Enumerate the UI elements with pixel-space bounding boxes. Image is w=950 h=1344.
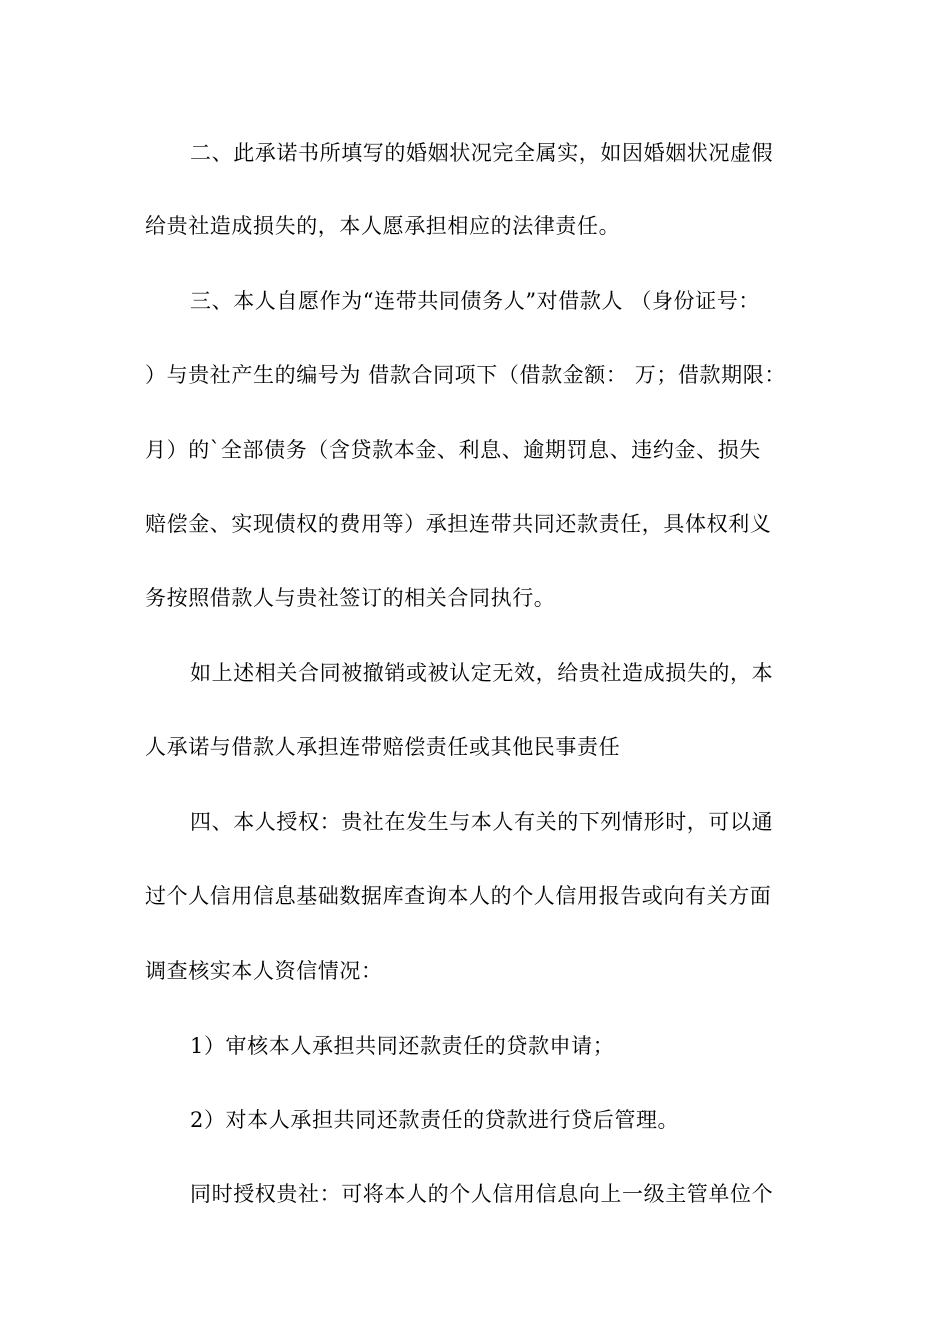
paragraph-line: 赔偿金、实现债权的费用等）承担连带共同还款责任，具体权利义 xyxy=(145,512,772,536)
paragraph-line: 给贵社造成损失的，本人愿承担相应的法律责任。 xyxy=(145,214,621,238)
list-item: 1）审核本人承担共同还款责任的贷款申请； xyxy=(190,1034,615,1058)
paragraph-line: 调查核实本人资信情况： xyxy=(145,959,383,983)
paragraph-line: 同时授权贵社：可将本人的个人信用信息向上一级主管单位个 xyxy=(190,1182,774,1206)
paragraph-line: 务按照借款人与贵社签订的相关合同执行。 xyxy=(145,586,556,610)
paragraph-line: 三、本人自愿作为“连带共同债务人”对借款人 （身份证号： xyxy=(190,289,760,313)
paragraph-line: 过个人信用信息基础数据库查询本人的个人信用报告或向有关方面 xyxy=(145,884,772,908)
paragraph-line: 月）的`全部债务（含贷款本金、利息、逾期罚息、违约金、损失 xyxy=(145,438,761,462)
paragraph-line: 二、此承诺书所填写的婚姻状况完全属实，如因婚姻状况虚假 xyxy=(190,141,774,165)
paragraph-line: 四、本人授权：贵社在发生与本人有关的下列情形时，可以通 xyxy=(190,810,774,834)
paragraph-line: ）与贵社产生的编号为 借款合同项下（借款金额： 万；借款期限： xyxy=(145,363,786,387)
list-item: 2）对本人承担共同还款责任的贷款进行贷后管理。 xyxy=(190,1108,680,1132)
paragraph-line: 人承诺与借款人承担连带赔偿责任或其他民事责任 xyxy=(145,735,621,759)
paragraph-line: 如上述相关合同被撤销或被认定无效，给贵社造成损失的，本 xyxy=(190,661,774,685)
